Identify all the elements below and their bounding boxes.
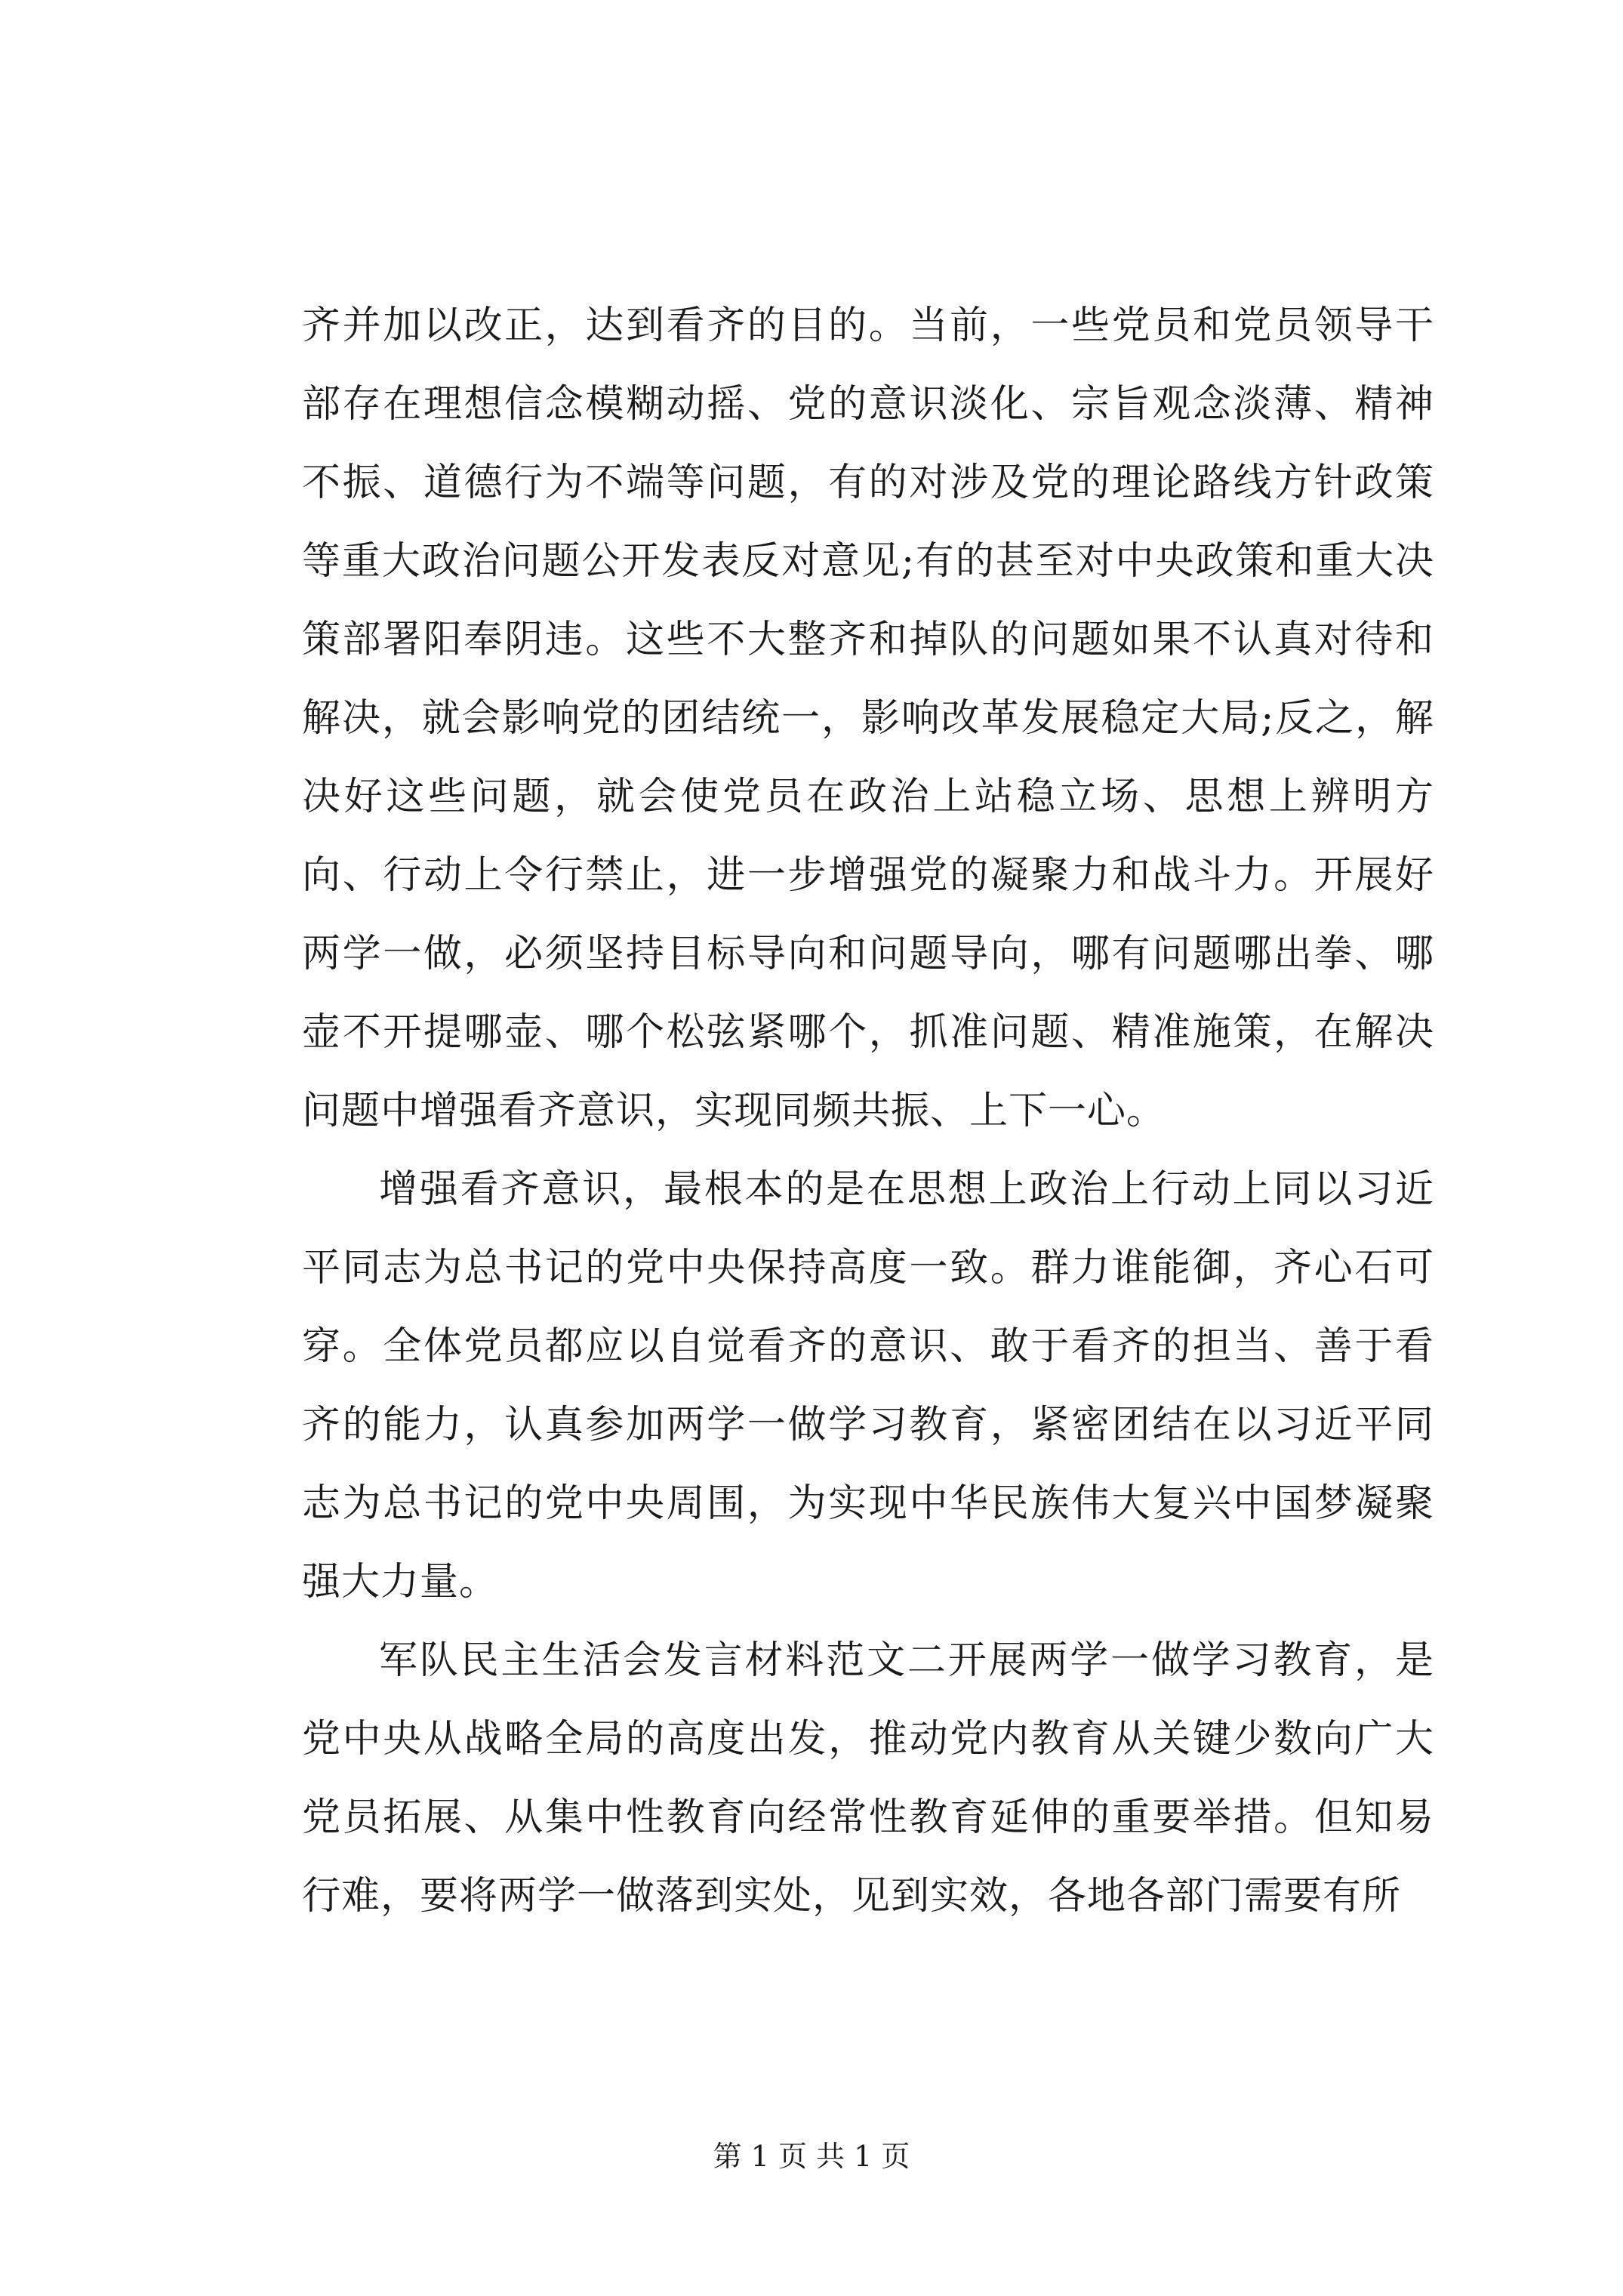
paragraph-3: 军队民主生活会发言材料范文二开展两学一做学习教育，是党中央从战略全局的高度出发，推动党内教育从关键少数向广大党员拓展、从集中性教育向经常性教育延伸的重要举措。但知易行难，要将两学一做落到实处，见到实效，各地各部门需要有所 <box>302 1638 1434 1918</box>
page-footer: 第 1 页 共 1 页 <box>713 2140 910 2173</box>
document-body <box>302 287 1434 1936</box>
paragraph-2: 增强看齐意识，最根本的是在思想上政治上行动上同以习近平同志为总书记的党中央保持高度一致。群力谁能御，齐心石可穿。全体党员都应以自觉看齐的意识、敢于看齐的担当、善于看齐的能力，认真参加两学一做学习教育，紧密团结在以习近平同志为总书记的党中央周围，为实现中华民族伟大复兴中国梦凝聚强大力量。 <box>302 1167 1434 1604</box>
paragraph-1: 齐并加以改正，达到看齐的目的。当前，一些党员和党员领导干部存在理想信念模糊动摇、党的意识淡化、宗旨观念淡薄、精神不振、道德行为不端等问题，有的对涉及党的理论路线方针政策等重大政治问题公开发表反对意见;有的甚至对中央政策和重大决策部署阳奉阴违。这些不大整齐和掉队的问题如果不认真对待和解决，就会影响党的团结统一，影响改革发展稳定大局;反之，解决好这些问题，就会使党员在政治上站稳立场、思想上辨明方向、行动上令行禁止，进一步增强党的凝聚力和战斗力。开展好两学一做，必须坚持目标导向和问题导向，哪有问题哪出拳、哪壶不开提哪壶、哪个松弦紧哪个，抓准问题、精准施策，在解决问题中增强看齐意识，实现同频共振、上下一心。 <box>302 304 1434 1133</box>
